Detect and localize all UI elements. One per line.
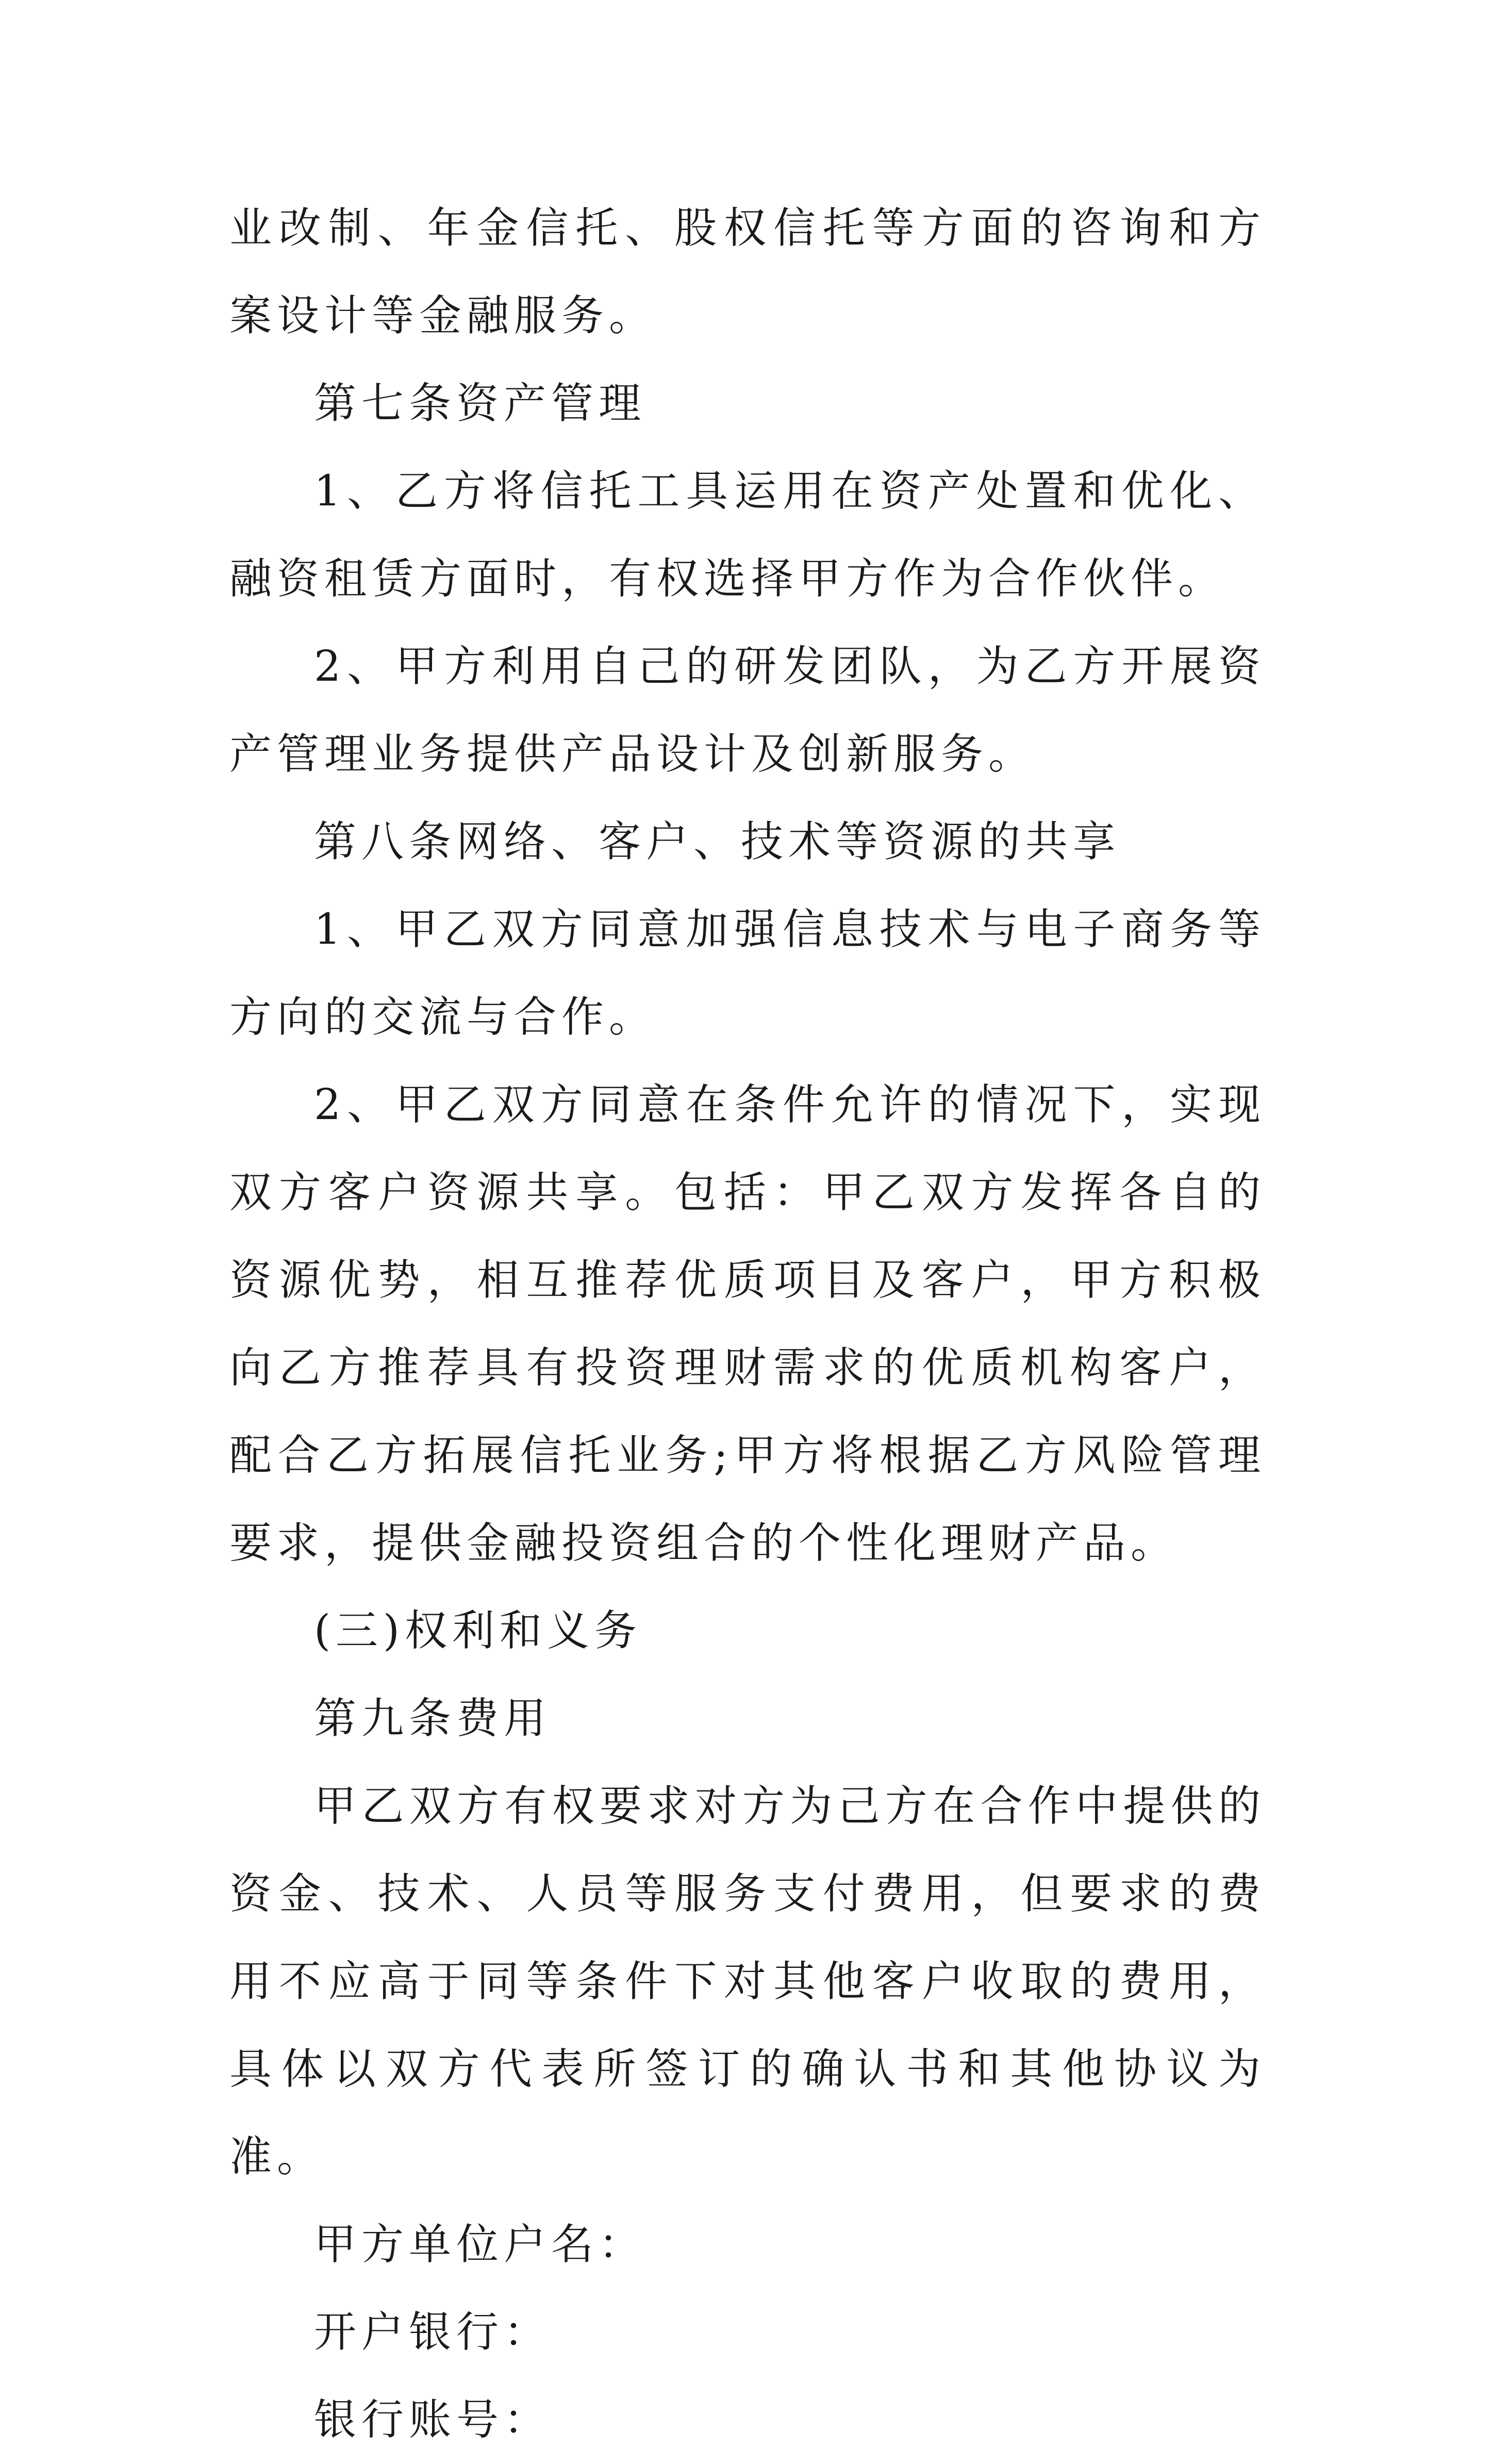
party-a-account-name-label: 甲方单位户名：	[314, 2220, 646, 2269]
bank-name-label: 开户银行：	[314, 2308, 552, 2357]
article-7-clause-2: 2、甲方利用自己的研发团队，为乙方开展资产管理业务提供产品设计及创新服务。	[229, 642, 1266, 779]
article-7-heading: 第七条资产管理	[314, 379, 646, 428]
bank-account-label: 银行账号：	[314, 2395, 552, 2444]
paragraph-continuation: 业改制、年金信托、股权信托等方面的咨询和方案设计等金融服务。	[229, 204, 1266, 340]
article-8-clause-2: 2、甲乙双方同意在条件允许的情况下，实现双方客户资源共享。包括：甲乙双方发挥各自的资源优势，相互推荐优质项目及客户，甲方积极向乙方推荐具有投资理财需求的优质机构客户，配合乙方拓展信托业务;甲方将根据乙方风险管理要求，提供金融投资组合的个性化理财产品。	[229, 1080, 1266, 1568]
article-8-clause-1: 1、甲乙双方同意加强信息技术与电子商务等方向的交流与合作。	[229, 905, 1266, 1042]
article-9-body: 甲乙双方有权要求对方为己方在合作中提供的资金、技术、人员等服务支付费用，但要求的费用不应高于同等条件下对其他客户收取的费用，具体以双方代表所签订的确认书和其他协议为准。	[229, 1782, 1266, 2181]
article-9-heading: 第九条费用	[314, 1694, 552, 1743]
article-8-heading: 第八条网络、客户、技术等资源的共享	[314, 817, 1121, 866]
article-7-clause-1: 1、乙方将信托工具运用在资产处置和优化、融资租赁方面时，有权选择甲方作为合作伙伴。	[229, 467, 1266, 603]
section-3-heading: (三)权利和义务	[314, 1606, 642, 1655]
document-page	[229, 185, 1266, 2464]
